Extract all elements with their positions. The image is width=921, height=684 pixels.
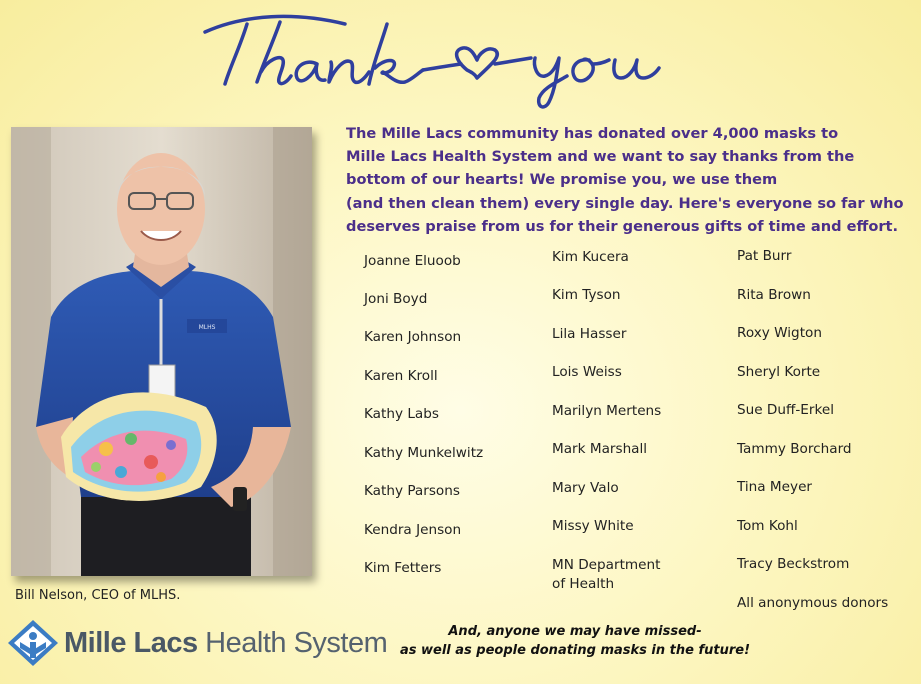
donor-name: Roxy Wigton bbox=[737, 325, 822, 341]
donor-name: All anonymous donors bbox=[737, 595, 889, 611]
donor-name: Kathy Munkelwitz bbox=[364, 445, 484, 461]
donor-name: Kim Fetters bbox=[364, 560, 442, 576]
donor-name: Kathy Parsons bbox=[364, 483, 460, 499]
donor-name: Rita Brown bbox=[737, 287, 811, 303]
donor-name: Lois Weiss bbox=[552, 364, 622, 380]
donor-name: Mark Marshall bbox=[552, 441, 648, 457]
donor-name: Sue Duff-Erkel bbox=[737, 402, 834, 418]
donor-name: Kendra Jenson bbox=[364, 522, 462, 538]
donor-name: Joanne Eluoob bbox=[364, 253, 461, 269]
donor-name: Lila Hasser bbox=[552, 326, 627, 342]
thank-you-headline bbox=[185, 2, 725, 117]
logo-text-bold: Mille Lacs bbox=[64, 626, 198, 659]
donor-name: Kim Kucera bbox=[552, 249, 629, 265]
donor-name: Tina Meyer bbox=[737, 479, 813, 495]
donor-name: Tammy Borchard bbox=[737, 441, 852, 457]
donor-name: Mary Valo bbox=[552, 480, 619, 496]
donor-name: Pat Burr bbox=[737, 248, 792, 264]
donor-name: Karen Johnson bbox=[364, 329, 462, 345]
donor-name: Kathy Labs bbox=[364, 406, 439, 422]
donor-name: Tracy Beckstrom bbox=[737, 556, 850, 572]
intro-line: Mille Lacs Health System and we want to say thanks from the bbox=[346, 148, 855, 166]
logo-text-regular: Health System bbox=[197, 626, 388, 659]
intro-paragraph bbox=[346, 122, 911, 238]
logo-mark-icon bbox=[8, 620, 58, 666]
donor-name: Tom Kohl bbox=[737, 518, 798, 534]
donor-name: Joni Boyd bbox=[364, 291, 428, 307]
donor-name: Kim Tyson bbox=[552, 287, 621, 303]
donor-name: Karen Kroll bbox=[364, 368, 438, 384]
svg-text:MLHS: MLHS bbox=[198, 324, 216, 331]
intro-line: The Mille Lacs community has donated over 4,000 masks to bbox=[346, 125, 839, 142]
donor-name: Missy White bbox=[552, 518, 634, 534]
donor-name: Sheryl Korte bbox=[737, 364, 821, 380]
intro-line: (and then clean them) every single day. Here's everyone so far who bbox=[346, 194, 904, 212]
mille-lacs-logo bbox=[8, 620, 387, 666]
closing-line: as well as people donating masks in the future! bbox=[399, 643, 751, 658]
intro-line: deserves praise from us for their generous gifts of time and effort. bbox=[346, 217, 899, 235]
intro-line: bottom of our hearts! We promise you, we use them bbox=[346, 171, 778, 189]
closing-line: And, anyone we may have missed- bbox=[448, 624, 702, 639]
logo-text bbox=[64, 627, 387, 660]
photo-caption: Bill Nelson, CEO of MLHS. bbox=[15, 588, 181, 603]
donor-name: Marilyn Mertens bbox=[552, 403, 662, 419]
closing-note bbox=[380, 622, 770, 660]
ceo-photo bbox=[11, 127, 312, 576]
donor-name: MN Department of Health bbox=[552, 557, 661, 592]
